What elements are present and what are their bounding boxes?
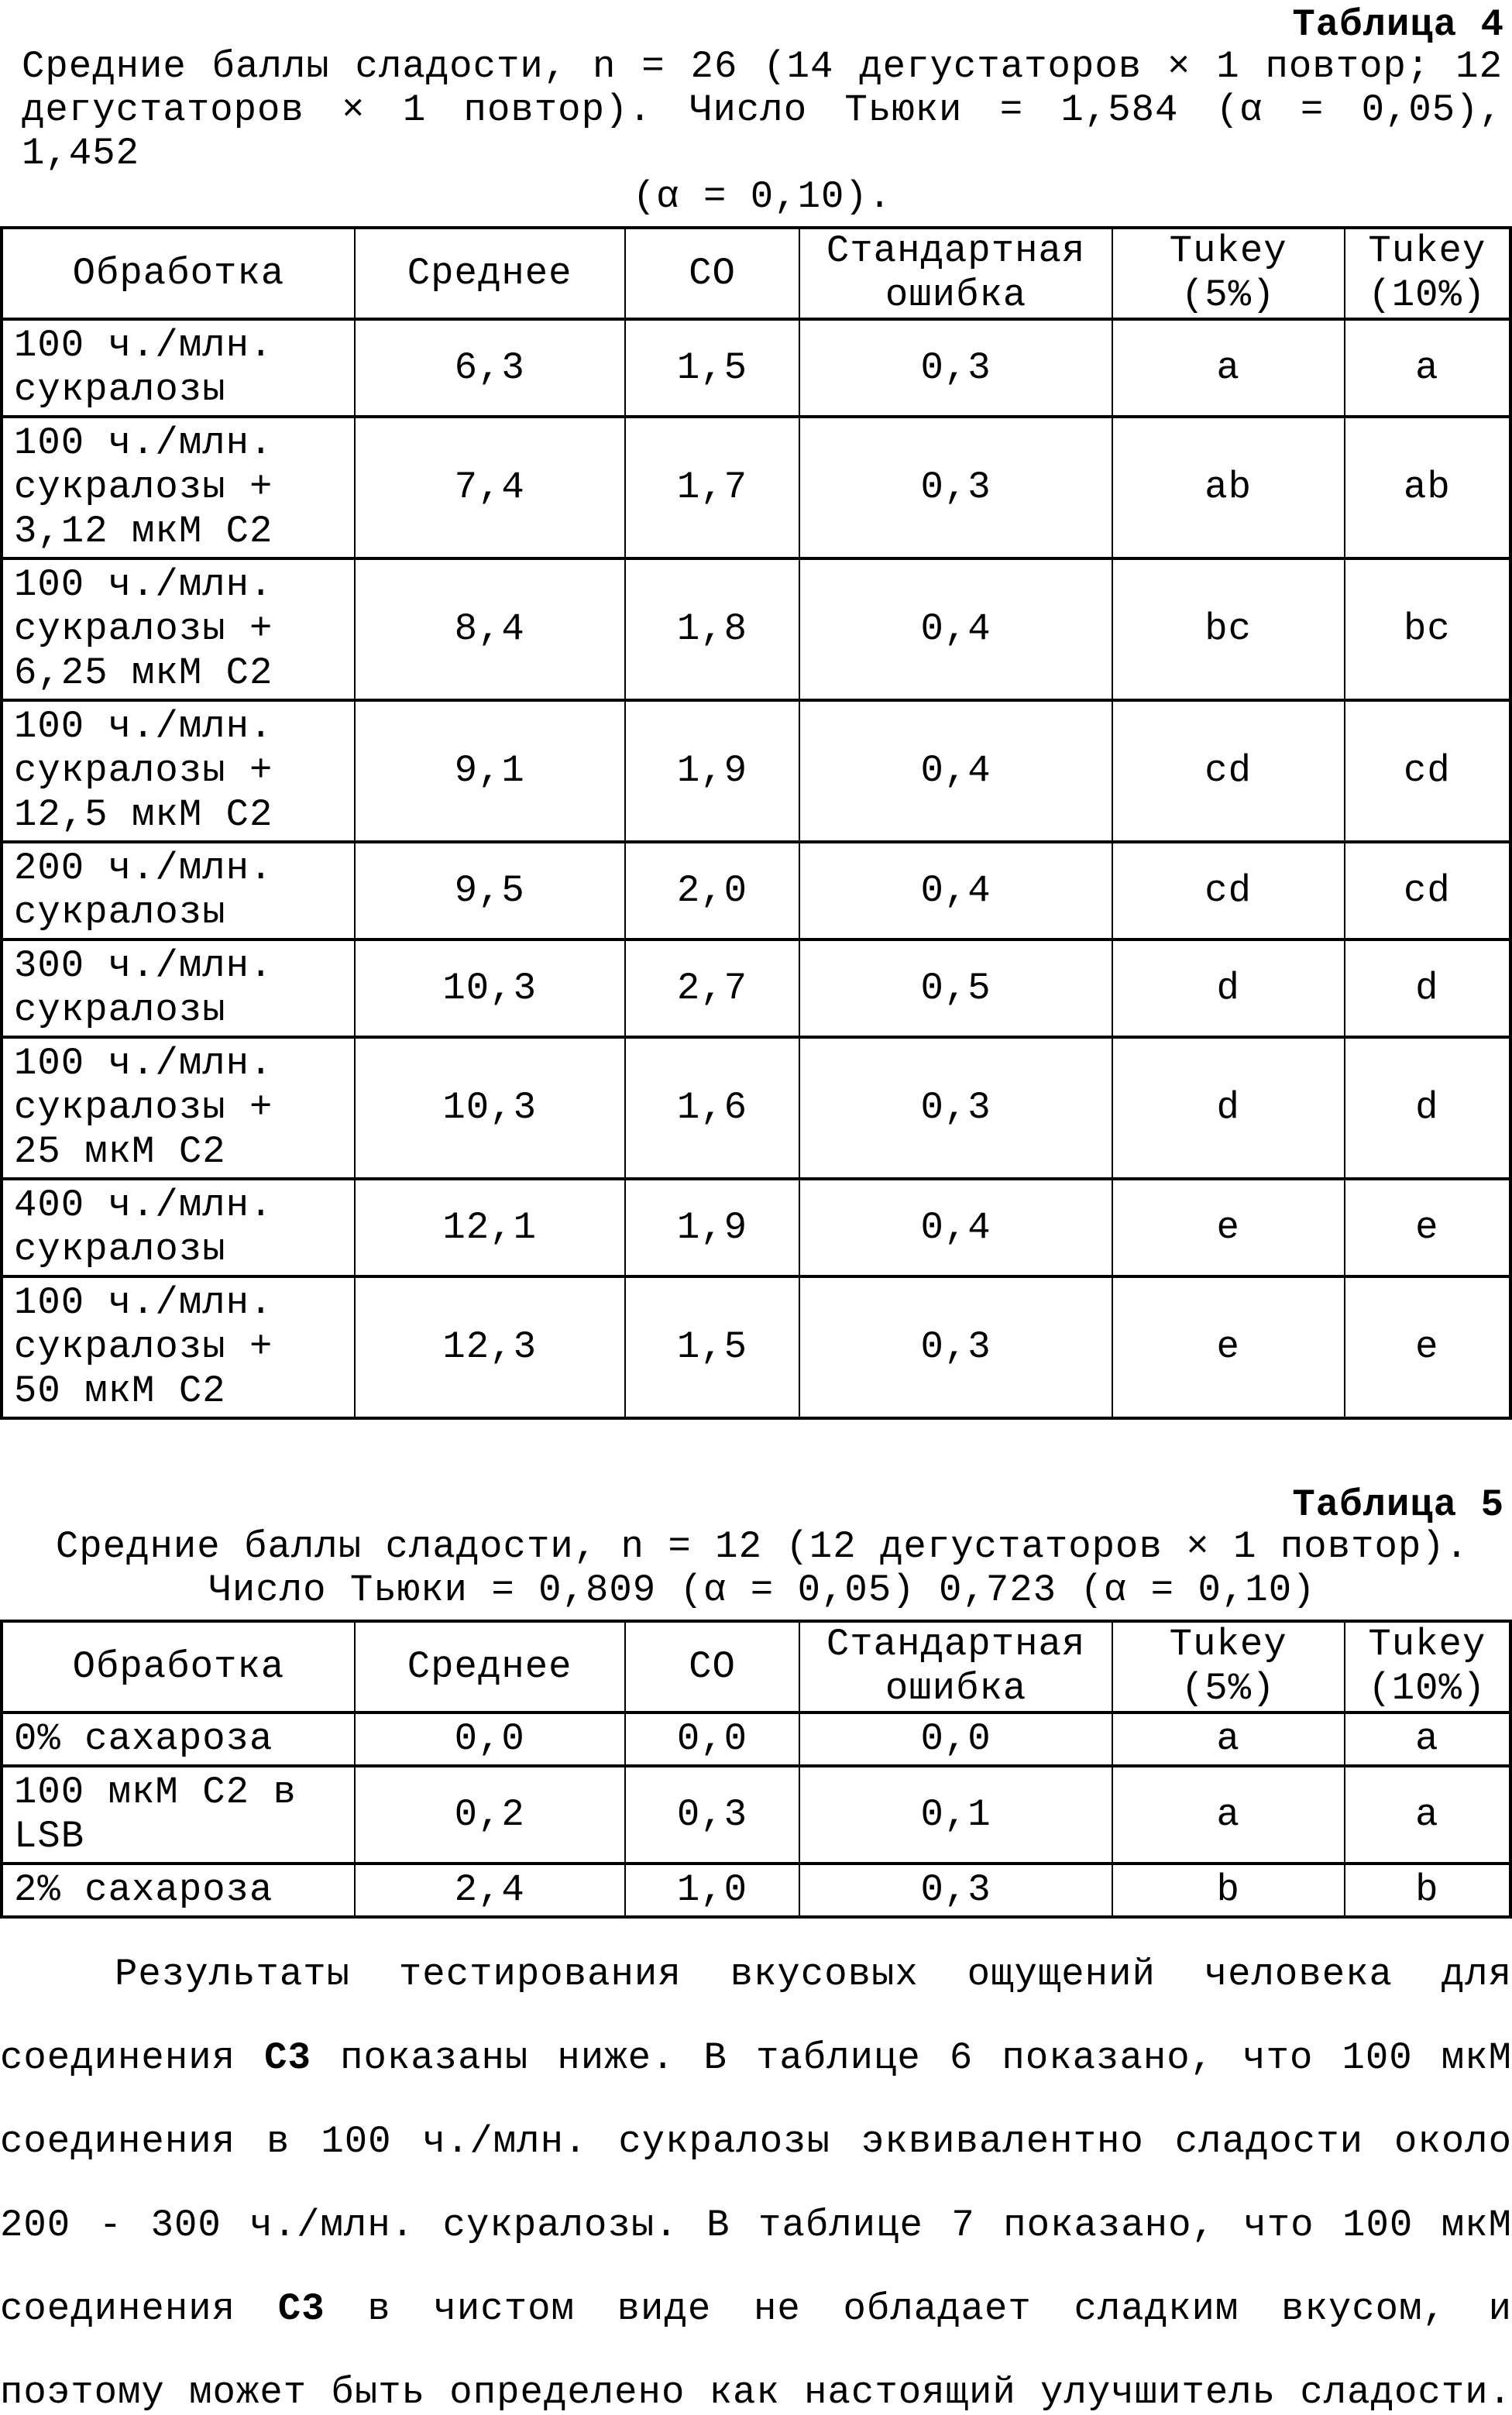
mean-cell: 0,2: [355, 1766, 625, 1864]
table4-caption-line3: (α = 0,10).: [632, 175, 892, 218]
table5-col-header-tukey10: Tukey (10%): [1345, 1621, 1510, 1712]
treatment-cell: 100 ч./млн. сукралозы + 50 мкМ С2: [2, 1276, 355, 1418]
sd-cell: 1,6: [625, 1037, 800, 1179]
body-line-4: 200 - 300 ч./млн. сукралозы. В таблице 7 показано, что 100 мкМ: [0, 2204, 1512, 2247]
tukey5-cell: cd: [1112, 700, 1345, 842]
se-cell: 0,4: [799, 700, 1112, 842]
treatment-cell: 2% сахароза: [2, 1864, 355, 1917]
table4-col-header-tukey5: Tukey (5%): [1112, 228, 1345, 319]
treatment-cell: 100 ч./млн. сукралозы + 6,25 мкМ С2: [2, 558, 355, 700]
sd-cell: 0,0: [625, 1712, 800, 1766]
sd-cell: 2,0: [625, 842, 800, 940]
table-row: [2, 842, 1510, 940]
tukey10-cell: e: [1345, 1179, 1510, 1276]
mean-cell: 0,0: [355, 1712, 625, 1766]
table4-caption-line1: Средние баллы сладости, n = 26 (14 дегустаторов × 1 повтор; 12: [22, 45, 1503, 88]
mean-cell: 8,4: [355, 558, 625, 700]
sd-cell: 1,5: [625, 1276, 800, 1418]
sd-cell: 1,9: [625, 700, 800, 842]
se-cell: 0,3: [799, 319, 1112, 417]
tukey5-cell: e: [1112, 1276, 1345, 1418]
mean-cell: 9,1: [355, 700, 625, 842]
se-cell: 0,3: [799, 1037, 1112, 1179]
table5-col-header-sd: СО: [625, 1621, 800, 1712]
treatment-cell: 100 ч./млн. сукралозы + 25 мкМ С2: [2, 1037, 355, 1179]
treatment-cell: 200 ч./млн. сукралозы: [2, 842, 355, 940]
body-line-2-post: показаны ниже. В таблице 6 показано, что 100 мкМ: [340, 2036, 1512, 2080]
mean-cell: 7,4: [355, 417, 625, 558]
tukey5-cell: a: [1112, 319, 1345, 417]
tukey10-cell: d: [1345, 1037, 1510, 1179]
sd-cell: 2,7: [625, 940, 800, 1037]
table5-caption-line1: Средние баллы сладости, n = 12 (12 дегустаторов × 1 повтор).: [55, 1525, 1469, 1568]
sd-cell: 1,5: [625, 319, 800, 417]
tukey5-cell: cd: [1112, 842, 1345, 940]
tukey10-cell: bc: [1345, 558, 1510, 700]
body-paragraph: [0, 1953, 1512, 2415]
treatment-cell: 300 ч./млн. сукралозы: [2, 940, 355, 1037]
tukey5-cell: a: [1112, 1712, 1345, 1766]
se-cell: 0,5: [799, 940, 1112, 1037]
table4-col-header-se: Стандартная ошибка: [799, 228, 1112, 319]
se-cell: 0,0: [799, 1712, 1112, 1766]
mean-cell: 10,3: [355, 1037, 625, 1179]
tukey10-cell: e: [1345, 1276, 1510, 1418]
mean-cell: 2,4: [355, 1864, 625, 1917]
table-row: [2, 1712, 1510, 1766]
table4: [0, 226, 1512, 1420]
table5-caption: [0, 1525, 1512, 1612]
tukey10-cell: b: [1345, 1864, 1510, 1917]
tukey10-cell: cd: [1345, 842, 1510, 940]
body-line-1: Результаты тестирования вкусовых ощущений человека для: [115, 1953, 1512, 1996]
treatment-cell: 100 ч./млн. сукралозы + 3,12 мкМ С2: [2, 417, 355, 558]
se-cell: 0,3: [799, 417, 1112, 558]
compound-c3-label: С3: [277, 2287, 325, 2331]
sd-cell: 0,3: [625, 1766, 800, 1864]
table4-caption: [0, 45, 1512, 218]
mean-cell: 9,5: [355, 842, 625, 940]
table5-col-header-se: Стандартная ошибка: [799, 1621, 1112, 1712]
mean-cell: 6,3: [355, 319, 625, 417]
table5-header-row: [2, 1621, 1510, 1712]
table-row: [2, 319, 1510, 417]
tukey5-cell: d: [1112, 1037, 1345, 1179]
table-row: [2, 940, 1510, 1037]
body-line-5: [0, 2287, 1512, 2331]
table-row: [2, 1037, 1510, 1179]
se-cell: 0,3: [799, 1276, 1112, 1418]
treatment-cell: 100 ч./млн. сукралозы + 12,5 мкМ С2: [2, 700, 355, 842]
body-line-2-pre: соединения: [0, 2036, 236, 2080]
se-cell: 0,4: [799, 842, 1112, 940]
se-cell: 0,4: [799, 1179, 1112, 1276]
se-cell: 0,4: [799, 558, 1112, 700]
table-row: [2, 700, 1510, 842]
mean-cell: 10,3: [355, 940, 625, 1037]
sd-cell: 1,7: [625, 417, 800, 558]
tukey10-cell: a: [1345, 1712, 1510, 1766]
table-row: [2, 1864, 1510, 1917]
table4-caption-line2: дегустаторов × 1 повтор). Число Тьюки = 1,584 (α = 0,05), 1,452: [22, 88, 1503, 175]
sd-cell: 1,0: [625, 1864, 800, 1917]
treatment-cell: 0% сахароза: [2, 1712, 355, 1766]
treatment-cell: 400 ч./млн. сукралозы: [2, 1179, 355, 1276]
mean-cell: 12,1: [355, 1179, 625, 1276]
table-row: [2, 417, 1510, 558]
tukey5-cell: a: [1112, 1766, 1345, 1864]
tukey10-cell: cd: [1345, 700, 1510, 842]
table-row: [2, 1276, 1510, 1418]
table-row: [2, 558, 1510, 700]
table-row: [2, 1179, 1510, 1276]
body-line-6: поэтому может быть определено как настоящий улучшитель сладости.: [0, 2371, 1512, 2414]
tukey10-cell: a: [1345, 319, 1510, 417]
table4-col-header-sd: СО: [625, 228, 800, 319]
tukey5-cell: bc: [1112, 558, 1345, 700]
table5-caption-line2: Число Тьюки = 0,809 (α = 0,05) 0,723 (α = 0,10): [208, 1568, 1316, 1612]
treatment-cell: 100 ч./млн. сукралозы: [2, 319, 355, 417]
tukey5-cell: b: [1112, 1864, 1345, 1917]
table4-header-row: [2, 228, 1510, 319]
compound-c3-label: С3: [264, 2036, 311, 2080]
sd-cell: 1,8: [625, 558, 800, 700]
document-page: [0, 5, 1512, 2415]
tukey5-cell: ab: [1112, 417, 1345, 558]
table5-col-header-tukey5: Tukey (5%): [1112, 1621, 1345, 1712]
table4-col-header-tukey10: Tukey (10%): [1345, 228, 1510, 319]
table5-title: Таблица 5: [1292, 1483, 1504, 1527]
table4-title: Таблица 4: [1292, 3, 1504, 46]
table-row: [2, 1766, 1510, 1864]
tukey10-cell: ab: [1345, 417, 1510, 558]
table4-col-header-treatment: Обработка: [2, 228, 355, 319]
tukey10-cell: a: [1345, 1766, 1510, 1864]
treatment-cell: 100 мкМ С2 в LSB: [2, 1766, 355, 1864]
body-line-3: соединения в 100 ч./млн. сукралозы эквивалентно сладости около: [0, 2120, 1512, 2163]
tukey5-cell: e: [1112, 1179, 1345, 1276]
se-cell: 0,3: [799, 1864, 1112, 1917]
table5: [0, 1620, 1512, 1919]
tukey5-cell: d: [1112, 940, 1345, 1037]
table5-col-header-mean: Среднее: [355, 1621, 625, 1712]
se-cell: 0,1: [799, 1766, 1112, 1864]
body-line-5-post: в чистом виде не обладает сладким вкусом, и: [367, 2287, 1512, 2331]
sd-cell: 1,9: [625, 1179, 800, 1276]
table4-col-header-mean: Среднее: [355, 228, 625, 319]
tukey10-cell: d: [1345, 940, 1510, 1037]
body-line-2: [0, 2036, 1512, 2080]
mean-cell: 12,3: [355, 1276, 625, 1418]
table5-col-header-treatment: Обработка: [2, 1621, 355, 1712]
body-line-5-pre: соединения: [0, 2287, 236, 2331]
